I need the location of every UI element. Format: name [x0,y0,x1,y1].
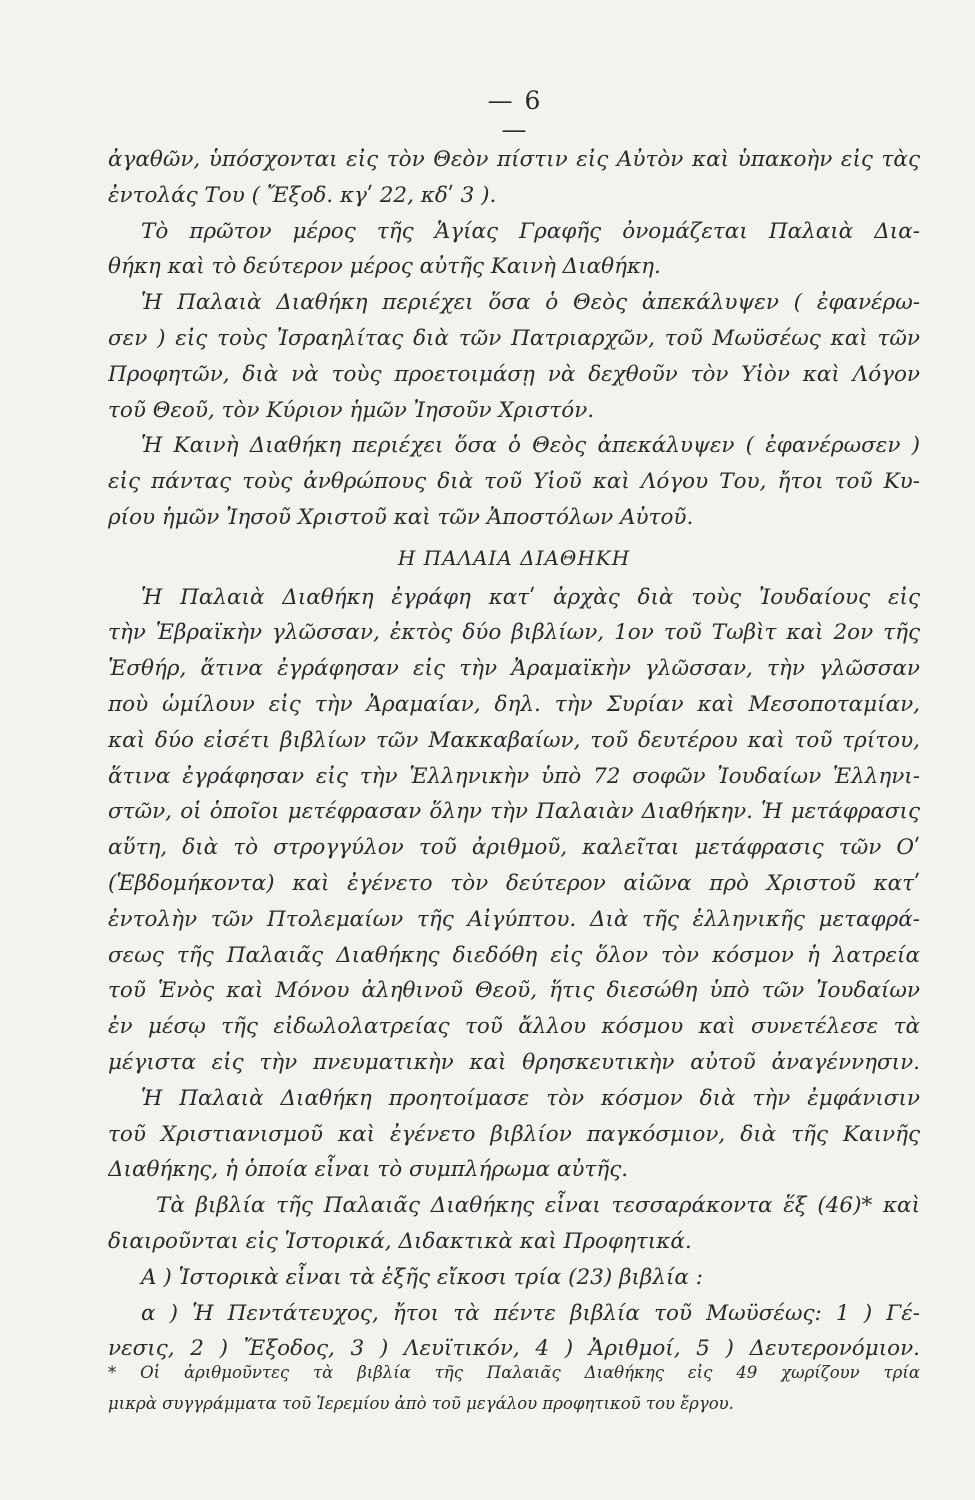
text-line: Τὸ πρῶτον μέρος τῆς Ἁγίας Γραφῆς ὀνομάζεται Παλαιὰ Δια- [141,218,920,244]
text-line: εἰς πάντας τοὺς ἀνθρώπους διὰ τοῦ Υἱοῦ καὶ Λόγου Του, ἤτοι τοῦ Κυ- [108,469,920,495]
text-line: σεως τῆς Παλαιᾶς Διαθήκης διεδόθη εἰς ὅλον τὸν κόσμον ἡ λατρεία [108,942,920,968]
text-line: αὕτη, διὰ τὸ στρογγύλον τοῦ ἀριθμοῦ, καλεῖται μετάφρασις τῶν Οʹ [108,835,920,861]
text-line: ποὺ ὡμίλουν εἰς τὴν Ἀραμαίαν, δηλ. τὴν Συρίαν καὶ Μεσοποταμίαν, [108,691,920,717]
text-line: Προφητῶν, διὰ νὰ τοὺς προετοιμάσῃ νὰ δεχθοῦν τὸν Υἱὸν καὶ Λόγον [108,361,920,387]
page-number: — 6 — [487,86,543,144]
text-line: διαιροῦνται εἰς Ἱστορικά, Διδακτικὰ καὶ Προφητικά. [108,1228,692,1254]
text-line: Διαθήκης, ἡ ὁποία εἶναι τὸ συμπλήρωμα αὐτῆς. [108,1157,629,1183]
text-line: θήκη καὶ τὸ δεύτερον μέρος αὐτῆς Καινὴ Διαθήκη. [108,254,661,280]
text-line: (Ἑβδομήκοντα) καὶ ἐγένετο τὸν δεύτερον αἰῶνα πρὸ Χριστοῦ κατʹ [108,870,920,896]
main-text [108,142,920,1367]
text-line: Τὰ βιβλία τῆς Παλαιᾶς Διαθήκης εἶναι τεσσαράκοντα ἕξ (46)* καὶ [156,1193,920,1219]
footnote [108,1357,920,1419]
text-line: ἐντολὴν τῶν Πτολεμαίων τῆς Αἰγύπτου. Διὰ τῆς ἑλληνικῆς μεταφρά- [108,906,920,932]
footnote-line: μικρὰ συγγράμματα τοῦ Ἱερεμίου ἀπὸ τοῦ μεγάλου προφητικοῦ του ἔργου. [108,1394,734,1413]
text-line: τοῦ Θεοῦ, τὸν Κύριον ἡμῶν Ἰησοῦν Χριστόν. [108,397,595,423]
text-line: ρίου ἡμῶν Ἰησοῦ Χριστοῦ καὶ τῶν Ἀποστόλων Αὐτοῦ. [108,504,694,530]
text-line: σεν ) εἰς τοὺς Ἰσραηλίτας διὰ τῶν Πατριαρχῶν, τοῦ Μωϋσέως καὶ τῶν [108,325,920,351]
text-line: μέγιστα εἰς τὴν πνευματικὴν καὶ θρησκευτικὴν αὐτοῦ ἀναγέννησιν. [108,1049,920,1075]
text-line: τοῦ Ἑνὸς καὶ Μόνου ἀληθινοῦ Θεοῦ, ἥτις διεσώθη ὑπὸ τῶν Ἰουδαίων [108,978,920,1004]
text-line: Α ) Ἱστορικὰ εἶναι τὰ ἑξῆς εἴκοσι τρία (23) βιβλία : [141,1264,704,1290]
text-line: τοῦ Χριστιανισμοῦ καὶ ἐγένετο βιβλίον παγκόσμιον, διὰ τῆς Καινῆς [108,1121,920,1147]
text-line: ἅτινα ἐγράφησαν εἰς τὴν Ἑλληνικὴν ὑπὸ 72 σοφῶν Ἰουδαίων Ἑλληνι- [108,763,920,789]
text-line: καὶ δύο εἰσέτι βιβλίων τῶν Μακκαβαίων, τοῦ δευτέρου καὶ τοῦ τρίτου, [108,727,920,753]
text-line: ἐν μέσῳ τῆς εἰδωλολατρείας τοῦ ἄλλου κόσμου καὶ συνετέλεσε τὰ [108,1014,920,1040]
text-line: Ἐσθήρ, ἅτινα ἐγράφησαν εἰς τὴν Ἀραμαϊκὴν γλῶσσαν, τὴν γλῶσσαν [108,656,920,682]
text-line: ἐντολάς Του ( Ἔξοδ. κγʹ 22, κδʹ 3 ). [108,182,497,208]
footnote-line: * Οἱ ἀριθμοῦντες τὰ βιβλία τῆς Παλαιᾶς Διαθήκης εἰς 49 χωρίζουν τρία [108,1363,920,1382]
section-heading: Η ΠΑΛΑΙΑ ΔΙΑΘΗΚΗ [397,545,631,570]
text-line: ἀγαθῶν, ὑπόσχονται εἰς τὸν Θεὸν πίστιν εἰς Αὐτὸν καὶ ὑπακοὴν εἰς τὰς [108,147,920,172]
text-line: τὴν Ἑβραϊκὴν γλῶσσαν, ἐκτὸς δύο βιβλίων, 1ον τοῦ Τωβὶτ καὶ 2ον τῆς [108,620,920,646]
text-line: α ) Ἡ Πεντάτευχος, ἤτοι τὰ πέντε βιβλία τοῦ Μωϋσέως: 1 ) Γέ- [141,1300,920,1326]
text-line: νεσις, 2 ) Ἔξοδος, 3 ) Λευϊτικόν, 4 ) Ἀριθμοί, 5 ) Δευτερονόμιον. [108,1336,920,1362]
text-line: Ἡ Παλαιὰ Διαθήκη ἐγράφη κατʹ ἀρχὰς διὰ τοὺς Ἰουδαίους εἰς [141,584,920,610]
text-line: Ἡ Παλαιὰ Διαθήκη προητοίμασε τὸν κόσμον διὰ τὴν ἐμφάνισιν [141,1085,920,1111]
text-line: στῶν, οἱ ὁποῖοι μετέφρασαν ὅλην τὴν Παλαιὰν Διαθήκην. Ἡ μετάφρασις [108,799,920,825]
text-line: Ἡ Καινὴ Διαθήκη περιέχει ὅσα ὁ Θεὸς ἀπεκάλυψεν ( ἐφανέρωσεν ) [141,433,920,459]
text-line: Ἡ Παλαιὰ Διαθήκη περιέχει ὅσα ὁ Θεὸς ἀπεκάλυψεν ( ἐφανέρω- [141,290,920,316]
